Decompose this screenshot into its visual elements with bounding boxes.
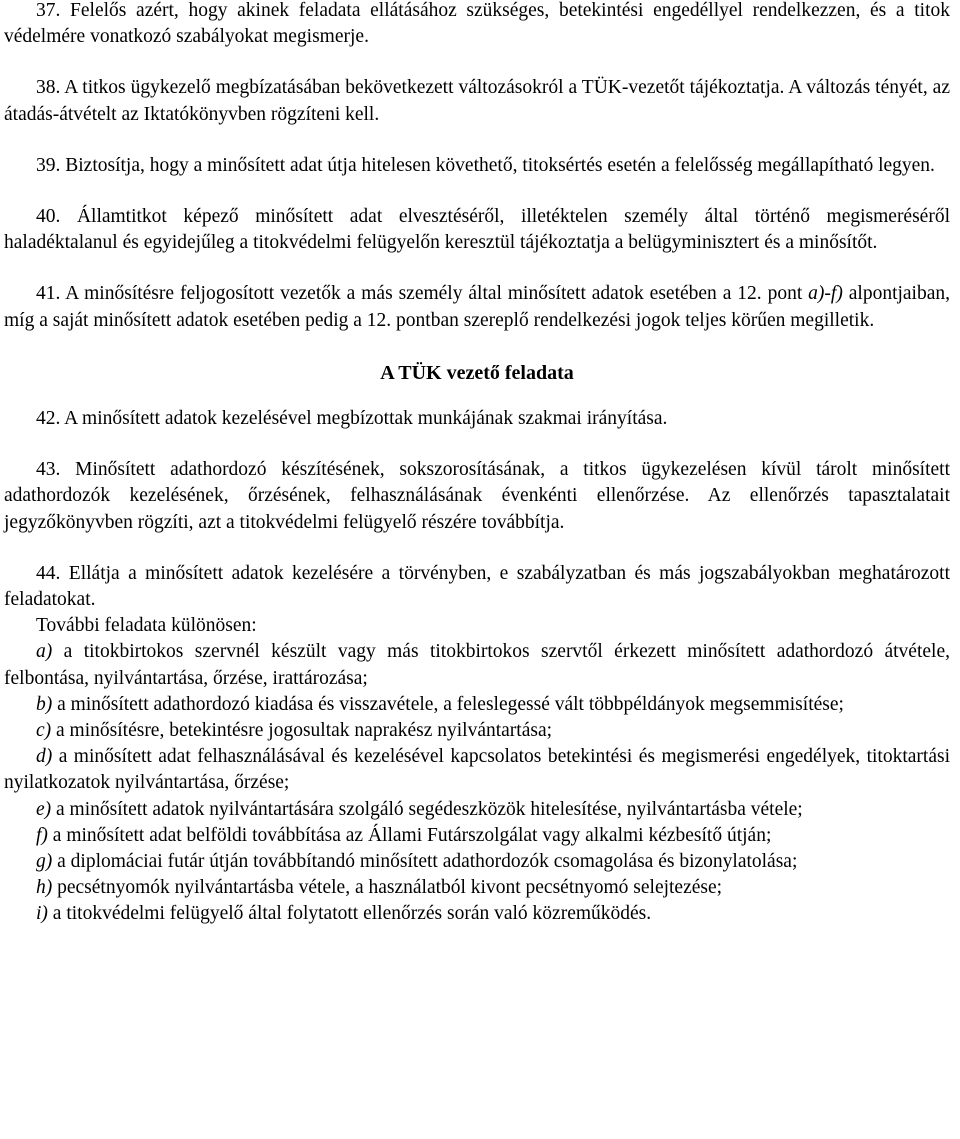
list-item-label: g) — [36, 851, 53, 873]
list-item — [4, 797, 950, 823]
list-item-label: a) — [36, 641, 53, 663]
paragraph-41-text-end: alpontjaiban, míg a saját minősített adatok esetében pedig a 12. pontban szereplő rendelkezési jogok teljes körűen megilletik. — [4, 283, 951, 331]
list-item — [4, 823, 950, 849]
paragraph-40: 40. Államtitkot képező minősített adat elvesztéséről, illetéktelen személy által történő megismeréséről haladéktalanul és egyidejűleg a titokvédelmi felügyelőn keresztül tájékoztatja a belügyminisztert és a minősítőt. — [4, 206, 950, 254]
list-item-label: h) — [36, 877, 53, 899]
list-item — [4, 901, 950, 927]
list-item-label: e) — [36, 798, 52, 820]
paragraph-41 — [4, 281, 950, 333]
list-item — [4, 875, 950, 901]
list-item-label: c) — [36, 720, 52, 742]
duties-list — [4, 639, 950, 927]
list-item-label: d) — [36, 746, 53, 768]
list-item-text: a diplomáciai futár útján továbbítandó minősített adathordozók csomagolása és bizonylatolása; — [52, 851, 798, 873]
list-item-text: pecsétnyomók nyilvántartásba vétele, a használatból kivont pecsétnyomó selejtezése; — [52, 877, 723, 899]
list-item-text: a minősített adat felhasználásával és kezelésével kapcsolatos betekintési és megismerési engedélyek, titoktartási nyilatkozatok nyilvántartása, őrzése; — [4, 746, 950, 794]
list-item-text: a titokvédelmi felügyelő által folytatott ellenőrzés során való közreműködés. — [47, 903, 652, 925]
list-item-text: a minősített adathordozó kiadása és visszavétele, a feleslegessé vált többpéldányok megsemmisítése; — [52, 693, 844, 715]
list-item — [4, 692, 950, 718]
list-item-label: i) — [36, 903, 48, 925]
paragraph-37: 37. Felelős azért, hogy akinek feladata ellátásához szükséges, betekintési engedéllyel rendelkezzen, és a titok védelmére vonatkozó szabályokat megismerje. — [4, 0, 950, 48]
list-item — [4, 718, 950, 744]
list-item-text: a minősített adatok nyilvántartására szolgáló segédeszközök hitelesítése, nyilvántartásba vétele; — [51, 798, 803, 820]
paragraph-39: 39. Biztosítja, hogy a minősített adat útja hitelesen követhető, titoksértés esetén a felelősség megállapítható legyen. — [36, 154, 935, 176]
list-item — [4, 849, 950, 875]
list-item — [4, 639, 950, 691]
section-heading: A TÜK vezető feladata — [380, 361, 574, 384]
list-item-text: a titokbirtokos szervnél készült vagy más titokbirtokos szervtől érkezett minősített adathordozó átvétele, felbontása, nyilvántartása, őrzése, irattározása; — [4, 641, 950, 689]
paragraph-41-text-start: 41. A minősítésre feljogosított vezetők a más személy által minősített adatok esetében a 12. pont — [36, 283, 809, 305]
paragraph-44: 44. Ellátja a minősített adatok kezelésére a törvényben, e szabályzatban és más jogszabályokban meghatározott feladatokat. — [4, 562, 950, 611]
paragraph-38: 38. A titkos ügykezelő megbízatásában bekövetkezett változásokról a TÜK-vezetőt tájékoztatja. A változás tényét, az átadás-átvételt az Iktatókönyvben rögzíteni kell. — [4, 77, 950, 125]
list-item-label: b) — [36, 693, 53, 715]
paragraph-42: 42. A minősített adatok kezelésével megbízottak munkájának szakmai irányítása. — [36, 408, 668, 430]
paragraph-41-italic-ref: a)-f) — [808, 283, 843, 305]
list-item — [4, 744, 950, 796]
list-item-label: f) — [36, 824, 48, 846]
list-item-text: a minősítésre, betekintésre jogosultak naprakész nyilvántartása; — [51, 720, 553, 742]
list-item-text: a minősített adat belföldi továbbítása az Állami Futárszolgálat vagy alkalmi kézbesítő útján; — [47, 824, 772, 846]
further-duties-intro: További feladata különösen: — [36, 615, 257, 637]
paragraph-43: 43. Minősített adathordozó készítésének, sokszorosításának, a titkos ügykezelésen kívül tárolt minősített adathordozók kezelésének, őrzésének, felhasználásának évenkénti ellenőrzése. Az ellenőrzés tapasztalatait jegyzőkönyvben rögzíti, azt a titokvédelmi felügyelő részére továbbítja. — [4, 459, 950, 533]
